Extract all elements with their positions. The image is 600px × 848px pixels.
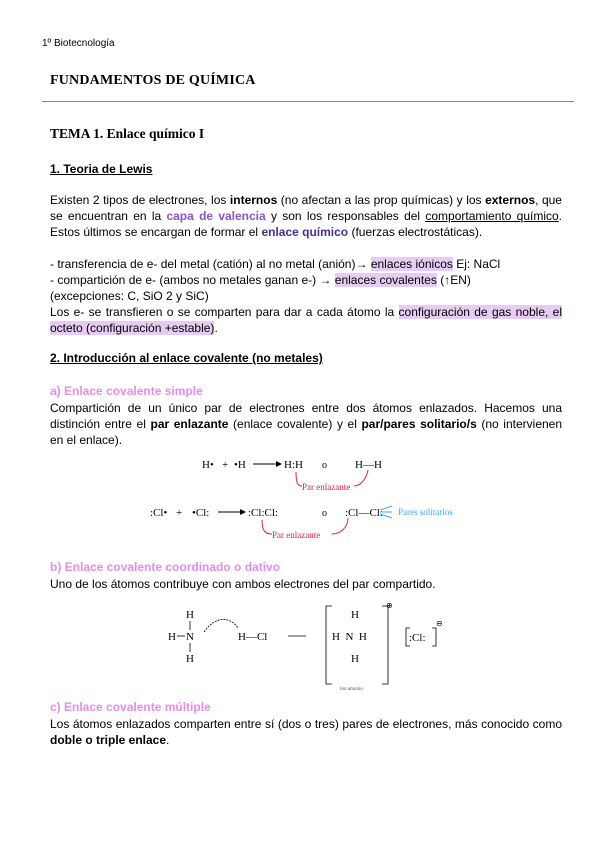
h2-lewis-figure [150,450,450,495]
nh3-h-bottom: H [186,653,194,665]
ammonium-figure [160,598,470,694]
positive-charge: ⊕ [386,601,393,610]
chloride-ion: :Cl: [409,632,426,644]
title-divider [42,101,574,102]
pair-arrow-right [332,518,348,534]
cl-bracket-right [432,628,436,646]
bonding-pair-label: Par enlazante [302,482,351,492]
bonding-pair-label: Par enlazante [272,530,321,540]
document-title: FUNDAMENTOS DE QUÍMICA [50,73,256,88]
hcl-molecule: H—Cl [238,631,268,643]
multiple-bond-paragraph: Los átomos enlazados comparten entre sí (dos o tres) pares de electrones, más conocido como doble o triple enlace. [50,717,562,747]
covalent-bond-line: - compartición de e- (ambos no metales ganan e-) → enlaces covalentes (↑EN) [50,273,471,287]
multiple-bond-subheading: c) Enlace covalente múltiple [50,700,211,714]
cl-atom-2: •Cl: [192,507,210,519]
cl2-lewis-figure [140,496,480,542]
simple-bond-paragraph: Compartición de un único par de electrones entre dos átomos enlazados. Hacemos una distinción entre el par enlazante (enlace covalente) y el par/pares solitario/s (no intervienen en el enlace). [50,401,563,447]
lone-pairs-label: Pares solitarios [398,507,453,517]
pair-arrow-left [262,520,272,534]
bracket-left [326,606,332,684]
or-label: o [322,508,327,519]
bracket-right [382,606,388,684]
dative-arrow [204,619,238,632]
cl-atom-1: :Cl• [150,507,168,519]
nh3-h-top: H [186,609,194,621]
cl2-dot-structure: :Cl:Cl: [248,507,278,519]
arrow-head [240,509,246,515]
h-atom-1: H• [202,459,214,471]
h2-dot-structure: H:H [284,459,303,471]
exceptions-line: (excepciones: C, SiO 2 y SiC) [50,289,209,303]
h-atom-2: •H [234,459,246,471]
dative-bond-subheading: b) Enlace covalente coordinado o dativo [50,560,281,574]
ammonium-caption: Ión amonio [340,687,363,692]
cl2-line-structure: :Cl—Cl: [345,507,383,519]
octet-paragraph: Los e- se transfieren o se comparten para dar a cada átomo la configuración de gas noble, el octeto (configuración +estable). [50,305,562,335]
simple-bond-subheading: a) Enlace covalente simple [50,384,203,398]
nh4-h-top: H [351,609,359,621]
course-label: 1º Biotecnología [42,38,115,49]
arrow-head [276,461,282,467]
h2-line-structure: H—H [355,459,382,471]
ionic-bond-line: - transferencia de e- del metal (catión) al no metal (anión)→ enlaces iónicos Ej: NaCl [50,257,501,271]
nh3-n: N [186,631,194,643]
tema-heading: TEMA 1. Enlace químico I [50,126,205,141]
section-2-heading: 2. Introducción al enlace covalente (no metales) [50,351,323,365]
lewis-paragraph: Existen 2 tipos de electrones, los internos (no afectan a las prop químicas) y los externos, que se encuentran en la capa de valencia y son los responsables del comportamiento químico. Estos últimos se encargan de formar el enlace químico (fuerzas electrostáticas). [50,193,563,239]
negative-charge: ⊖ [436,619,443,628]
plus-sign: + [176,507,183,519]
section-1-heading: 1. Teoria de Lewis [50,162,153,176]
nh3-h-left: H [168,631,176,643]
pair-arrow-right [354,470,368,486]
dative-bond-paragraph: Uno de los átomos contribuye con ambos electrones del par compartido. [50,577,436,591]
nh4-h-bottom: H [351,653,359,665]
nh4-center-row: H N H [332,631,367,643]
or-label: o [322,460,327,471]
plus-sign: + [222,459,229,471]
